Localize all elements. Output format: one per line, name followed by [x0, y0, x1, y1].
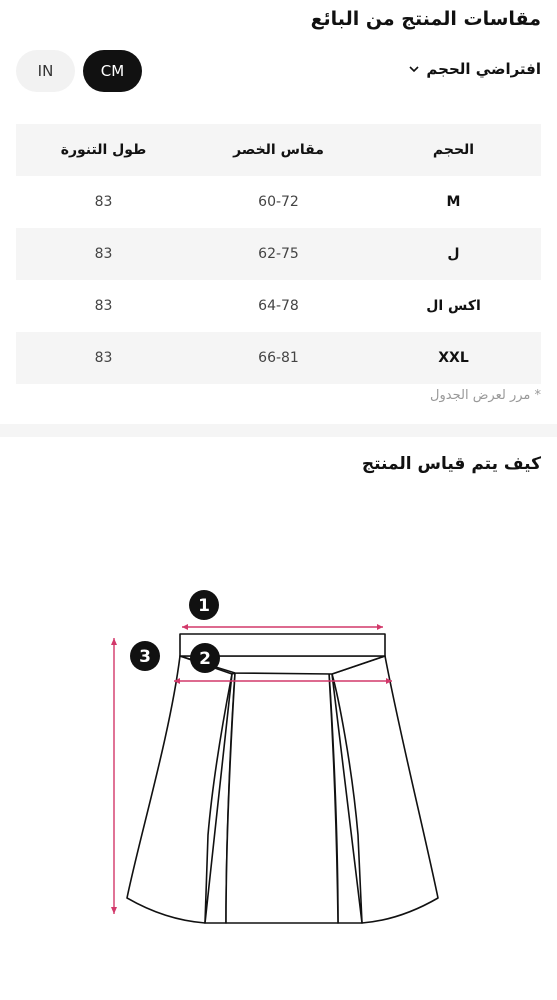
table-row: [16, 280, 541, 332]
size-table: [16, 124, 541, 384]
svg-text:2: 2: [199, 649, 211, 669]
table-header-row: [16, 124, 541, 176]
cell-length: 83: [16, 332, 191, 384]
cell-size: M: [446, 194, 461, 210]
unit-cm-button[interactable]: CM: [83, 50, 142, 92]
cell-length: 83: [94, 194, 113, 210]
section-title-how-to-measure: كيف يتم قياس المنتج: [361, 454, 541, 474]
section-divider: [0, 424, 557, 437]
page-title: مقاسات المنتج من البائع: [310, 8, 541, 30]
scroll-hint: * مرر لعرض الجدول: [430, 388, 541, 403]
table-row: [16, 332, 541, 384]
cell-waist: 60-72: [258, 194, 299, 210]
cell-waist: 62-75: [191, 228, 366, 280]
header-length: طول التنورة: [16, 124, 191, 176]
cell-size: اكس ال: [426, 298, 481, 314]
size-default-dropdown[interactable]: [408, 60, 541, 78]
unit-in-button[interactable]: IN: [16, 50, 75, 92]
svg-text:3: 3: [139, 647, 151, 667]
table-row: [16, 176, 541, 228]
header-size: الحجم: [366, 124, 541, 176]
cell-size: XXL: [366, 332, 541, 384]
chevron-down-icon: [408, 63, 420, 75]
cell-length: 83: [94, 298, 113, 314]
size-default-label: افتراضي الحجم: [426, 60, 541, 78]
marker-2: [190, 643, 220, 673]
marker-1: [189, 590, 219, 620]
skirt-center-panel: [226, 673, 338, 923]
header-waist: مقاس الخصر: [191, 124, 366, 176]
skirt-measurement-diagram: [100, 585, 445, 930]
cell-waist: 66-81: [191, 332, 366, 384]
cell-length: 83: [16, 228, 191, 280]
marker-3: [130, 641, 160, 671]
table-row: [16, 228, 541, 280]
cell-waist: 64-78: [258, 298, 299, 314]
cell-size: ل: [366, 228, 541, 280]
svg-text:1: 1: [198, 596, 210, 616]
unit-toggle: [16, 50, 142, 92]
